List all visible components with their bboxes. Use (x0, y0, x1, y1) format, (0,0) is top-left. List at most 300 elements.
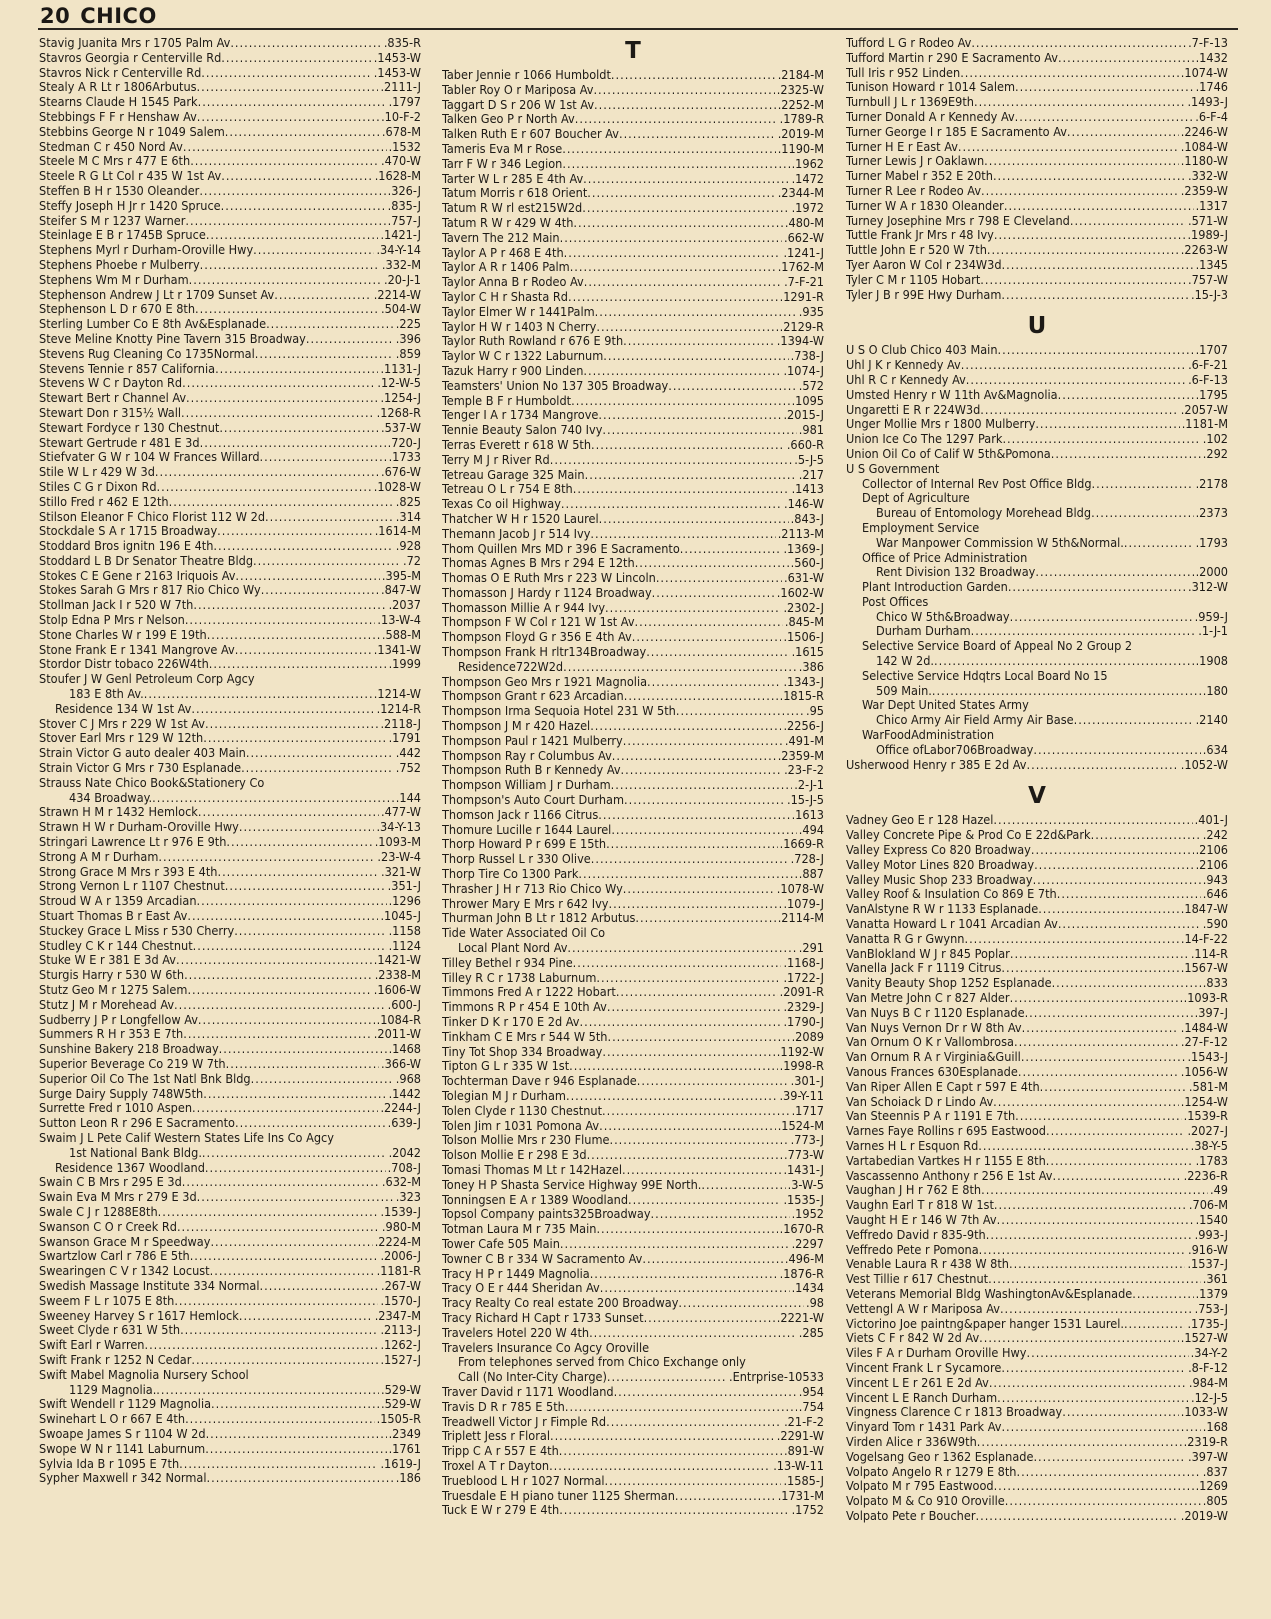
listing-entry (39, 51, 421, 66)
phone-number: .7-F-21 (784, 275, 824, 290)
phone-number: .1532 (388, 139, 421, 154)
phone-number: .2359-M (777, 748, 824, 763)
listing-entry (442, 1370, 824, 1385)
leader-dots (571, 394, 789, 409)
listing-entry (846, 902, 1228, 917)
leader-dots (185, 1412, 375, 1427)
listing-name: Tenger I A r 1734 Mangrove (442, 408, 599, 423)
phone-number: .23-W-4 (377, 849, 421, 864)
phone-number: .146-W (783, 497, 824, 512)
listing-name: Tolson Mollie Mrs r 230 Flume (442, 1133, 610, 1148)
listing-name: Umsted Henry r W 11th Av&Magnolia (846, 387, 1058, 402)
listing-entry (442, 112, 824, 127)
leader-dots (1058, 388, 1194, 403)
leader-dots (253, 243, 374, 258)
listing-entry (846, 743, 1228, 758)
listing-name: Strawn H W r Durham-Oroville Hwy (39, 820, 239, 835)
listing-entry (846, 1509, 1228, 1524)
listing-entry (39, 613, 421, 628)
phone-number: .1527-W (1180, 1331, 1228, 1346)
listing-entry (39, 1042, 421, 1057)
leader-dots (1001, 1420, 1200, 1435)
leader-dots (152, 791, 394, 806)
listing-heading: Travelers Insurance Co Agcy Oroville (442, 1340, 650, 1355)
phone-number: .5-J-5 (794, 452, 824, 467)
listing-entry (442, 1148, 824, 1163)
leader-dots (181, 406, 375, 421)
listing-name: Van Steennis P A r 1191 E 7th (846, 1109, 1016, 1124)
phone-number: .12-J-5 (1191, 1390, 1228, 1405)
phone-number: .34-Y-13 (376, 820, 421, 835)
listing-name: Thomson Jack r 1166 Citrus (442, 807, 599, 822)
listing-entry (39, 1249, 421, 1264)
listing-entry (846, 214, 1228, 229)
phone-number: .676-W (380, 465, 421, 480)
listing-entry (442, 675, 824, 690)
listing-entry (39, 1279, 421, 1294)
phone-number: .494 (798, 822, 824, 837)
listing-name: Troxel A T r Dayton (442, 1458, 550, 1473)
listing-entry (846, 565, 1228, 580)
phone-number: .12-W-5 (377, 376, 421, 391)
listing-name: Stillo Fred r 462 E 12th (39, 494, 169, 509)
listing-entry (39, 110, 421, 125)
listing-entry (442, 98, 824, 113)
phone-number: .285 (798, 1325, 824, 1340)
listing-entry (39, 1013, 421, 1028)
leader-dots (651, 1207, 790, 1222)
leader-dots (599, 1119, 776, 1134)
phone-number: .1585-J (783, 1473, 824, 1488)
leader-dots (179, 1457, 378, 1472)
listing-name: Tazuk Harry r 900 Linden (442, 363, 584, 378)
listing-name: VanBlokland W J r 845 Poplar (846, 946, 1010, 961)
listing-name: Turner Donald A r Kennedy Av (846, 109, 1015, 124)
leader-dots (1018, 1065, 1179, 1080)
listing-name: Topsol Company paints325Broadway (442, 1207, 651, 1222)
listing-name: Tatum R W r 429 W 4th (442, 215, 574, 230)
listing-name: Thompson Ruth B r Kennedy Av (442, 763, 621, 778)
listing-name: Van Metre John C r 827 Alder (846, 991, 1010, 1006)
listing-name: Stoddard Bros ignitn 196 E 4th (39, 539, 214, 554)
listing-name: Totman Laura M r 735 Main (442, 1222, 597, 1237)
phone-number: .757-J (387, 213, 421, 228)
listing-entry (846, 1272, 1228, 1287)
listing-name: Stordor Distr tobaco 226W4th (39, 657, 209, 672)
listing-name: Swain Eva M Mrs r 279 E 3d (39, 1190, 197, 1205)
phone-number: .401-J (1194, 813, 1228, 828)
phone-number: .1731-M (777, 1488, 824, 1503)
listing-entry (846, 947, 1228, 962)
listing-entry (846, 1450, 1228, 1465)
listing-name: Stollman Jack I r 520 W 7th (39, 598, 194, 613)
phone-number: .631-W (783, 571, 824, 586)
listing-entry (846, 273, 1228, 288)
phone-number: .1241-J (783, 245, 824, 260)
leader-dots (144, 687, 372, 702)
phone-number: .1790-J (783, 1015, 824, 1029)
listing-name: Strain Victor G auto dealer 403 Main (39, 746, 246, 761)
listing-name: Victorino Joe paintng&paper hanger 1531 Laurel. (846, 1316, 1124, 1331)
listing-entry (442, 1104, 824, 1119)
listing-entry (846, 184, 1228, 199)
phone-number: .1535-J (783, 1192, 824, 1207)
leader-dots (587, 1148, 782, 1163)
leader-dots (197, 80, 379, 95)
listing-name: Taber Jennie r 1066 Humboldt (442, 68, 611, 82)
phone-number: .1442 (388, 1086, 421, 1101)
phone-number: .98 (805, 1296, 824, 1311)
leader-dots (185, 214, 385, 229)
listing-entry (39, 879, 421, 894)
listing-entry (846, 1465, 1228, 1480)
leader-dots (934, 654, 1194, 669)
listing-entry (846, 1080, 1228, 1095)
listing-name: Truesdale E H piano tuner 1125 Sherman (442, 1488, 675, 1503)
phone-number: .10-F-2 (381, 109, 421, 124)
leader-dots (997, 1391, 1189, 1406)
phone-number: .1783 (1195, 1153, 1228, 1168)
phone-number: .1190-M (777, 141, 824, 156)
listing-entry (442, 1459, 824, 1474)
listing-entry (846, 417, 1228, 432)
phone-number: .600-J (387, 997, 421, 1012)
listing-name: Stutz J M r Morehead Av (39, 997, 175, 1012)
listing-entry (846, 1109, 1228, 1124)
leader-dots (591, 438, 785, 453)
listing-name: Tracy Realty Co real estate 200 Broadway (442, 1296, 679, 1311)
listing-entry (442, 379, 824, 394)
leader-dots (635, 615, 783, 630)
leader-dots (1038, 902, 1179, 917)
listing-entry (442, 408, 824, 423)
leader-dots (1091, 506, 1194, 521)
listing-name: Valley Concrete Pipe & Prod Co E 22d&Park (846, 828, 1091, 843)
phone-number: .1540 (1195, 1212, 1228, 1227)
listing-name: Turney Josephine Mrs r 798 E Cleveland (846, 213, 1070, 228)
phone-number: .2091-R (779, 985, 824, 1000)
header-rule (38, 28, 1238, 30)
phone-number: .1095 (791, 393, 824, 408)
leader-dots (1067, 125, 1179, 140)
leader-dots (977, 1435, 1182, 1450)
phone-number: .1539-J (380, 1204, 421, 1219)
listing-name: Vincent L E Ranch Durham (846, 1390, 998, 1405)
phone-number: .1045-J (380, 909, 421, 924)
listing-name: Toney H P Shasta Service Highway 99E North. (442, 1177, 702, 1192)
listing-entry (39, 1057, 421, 1072)
leader-dots (200, 258, 380, 273)
listing-name: Tufford L G r Rodeo Av (846, 36, 972, 50)
leader-dots (235, 643, 372, 658)
listing-entry (442, 482, 824, 497)
listing-entry (39, 184, 421, 199)
leader-dots (158, 850, 375, 865)
leader-dots (986, 1228, 1193, 1243)
leader-dots (1132, 1287, 1193, 1302)
listing-entry (442, 689, 824, 704)
listing-entry (442, 660, 824, 675)
phone-number: .1453-W (373, 65, 421, 80)
leader-dots (201, 66, 372, 81)
listing-name: Stephenson Andrew J Lt r 1709 Sunset Av (39, 287, 275, 302)
listing-name: Stevens Rug Cleaning Co 1735Normal (39, 346, 255, 361)
leader-dots (624, 793, 785, 808)
listing-name: Tracy Richard H Capt r 1733 Sunset (442, 1310, 644, 1325)
phone-number: .13-W-11 (773, 1458, 824, 1473)
listing-name: Steinlage E B r 1745B Spruce (39, 228, 206, 243)
listing-name: Tuttle John E r 520 W 7th (846, 243, 987, 258)
listing-name: Trueblood L H r 1027 Normal (442, 1473, 605, 1488)
phone-number: .588-M (381, 627, 421, 642)
leader-dots (1005, 1494, 1201, 1509)
listing-entry (846, 432, 1228, 447)
leader-dots (191, 702, 374, 717)
listing-entry (442, 1222, 824, 1237)
phone-number: .954 (798, 1384, 824, 1399)
leader-dots (606, 1415, 782, 1430)
listing-name: Call (No Inter-City Charge) (458, 1370, 607, 1385)
phone-number: .1746 (1195, 80, 1228, 95)
listing-name: Strawn H M r 1432 Hemlock (39, 805, 198, 820)
listing-entry (442, 897, 824, 912)
listing-name: Surge Dairy Supply 748W5th (39, 1086, 204, 1101)
listing-name: Durham Durham (876, 624, 971, 639)
phone-number: .943 (1202, 872, 1228, 887)
listing-entry (39, 1457, 421, 1472)
leader-dots (260, 450, 387, 465)
section-spacer (846, 302, 1228, 311)
leader-dots (1010, 610, 1193, 625)
phone-number: .301-J (790, 1074, 824, 1089)
listing-entry (846, 1420, 1228, 1435)
phone-number: .1192-W (776, 1044, 824, 1059)
phone-number: .1214-R (376, 701, 421, 716)
listing-entry (39, 450, 421, 465)
phone-number: .738-J (790, 349, 824, 364)
phone-number: .395-M (381, 568, 421, 583)
leader-dots (182, 376, 375, 391)
listing-name: Tunison Howard r 1014 Salem (846, 80, 1015, 95)
listing-name: Taylor W C r 1322 Laburnum (442, 349, 604, 364)
listing-entry (846, 580, 1228, 595)
phone-number: .1876-R (779, 1266, 824, 1281)
phone-number: .1628-M (374, 169, 421, 184)
leader-dots (1001, 961, 1178, 976)
listing-name: Sunshine Bakery 218 Broadway (39, 1042, 219, 1057)
leader-dots (656, 571, 782, 586)
leader-dots (635, 911, 775, 926)
leader-dots (980, 273, 1186, 288)
phone-number: .23-F-2 (784, 763, 824, 778)
listing-entry (846, 477, 1228, 492)
leader-dots (1051, 447, 1201, 462)
listing-heading: Swift Mabel Magnolia Nursery School (39, 1367, 249, 1382)
listing-name: Swanson Grace M r Speedway (39, 1234, 211, 1249)
leader-dots (213, 539, 393, 554)
listing-name: Stuke W E r 381 E 3d Av (39, 953, 176, 968)
phone-number: .397-J (1194, 1005, 1228, 1020)
leader-dots (701, 1178, 785, 1193)
listing-name: Chico Army Air Field Army Air Base (876, 713, 1074, 728)
phone-number: .1394-W (776, 334, 824, 349)
phone-number: .1296 (388, 894, 421, 909)
listing-name: Vest Tillie r 617 Chestnut (846, 1272, 989, 1287)
listing-name: Uhl R C r Kennedy Av (846, 372, 966, 387)
leader-dots (966, 373, 1186, 388)
listing-entry (846, 343, 1228, 358)
leader-dots (623, 334, 775, 349)
listing-entry (39, 376, 421, 391)
listing-name: Van Ornum R A r Virginia&Guill (846, 1050, 1021, 1065)
leader-dots (562, 157, 789, 172)
listing-name: U S O Club Chico 403 Main (846, 343, 998, 358)
listing-heading: Dept of Agriculture (862, 491, 970, 506)
listing-entry (442, 556, 824, 571)
listing-entry (442, 1030, 824, 1045)
phone-number: .1158 (388, 923, 421, 938)
listing-entry (39, 1397, 421, 1412)
phone-number: .843-J (790, 511, 824, 526)
leader-dots (239, 820, 375, 835)
listing-name: Tilley R C r 1738 Laburnum (442, 970, 597, 985)
listing-name: Usherwood Henry r 385 E 2d Av (846, 757, 1027, 772)
listing-name: Thompson Ray r Columbus Av (442, 748, 612, 763)
listing-entry (39, 1220, 421, 1235)
leader-dots (1002, 258, 1194, 273)
phone-number: .891-W (783, 1444, 824, 1459)
listing-name: Stephenson L D r 670 E 8th (39, 302, 196, 317)
phone-number: .581-M (1188, 1079, 1228, 1094)
leader-dots (606, 837, 778, 852)
listing-entry (442, 808, 824, 823)
leader-dots (158, 1205, 379, 1220)
phone-number: .38-Y-5 (1190, 1138, 1228, 1153)
listing-name: Van Nuys Vernon Dr r W 8th Av (846, 1020, 1022, 1035)
phone-number: .981 (798, 423, 824, 438)
leader-dots (221, 199, 386, 214)
listing-name: Timmons Fred A r 1222 Hobart (442, 985, 616, 1000)
leader-dots (593, 83, 774, 98)
leader-dots (1035, 417, 1179, 432)
phone-number: .332-W (1187, 169, 1228, 184)
listing-entry (846, 917, 1228, 932)
listing-entry (442, 1400, 824, 1415)
listing-name: Tiny Tot Shop 334 Broadway (442, 1044, 603, 1059)
listing-name: Tarr F W r 346 Legion (442, 156, 563, 171)
leader-dots (1000, 1302, 1193, 1317)
phone-number: .678-M (381, 124, 421, 139)
phone-number: .386 (798, 659, 824, 674)
phone-number: .1484-W (1180, 1020, 1228, 1035)
phone-number: .2246-W (1180, 124, 1228, 139)
leader-dots (203, 731, 386, 746)
listing-entry (39, 687, 421, 702)
listing-name: Thomas Agnes B Mrs r 294 E 12th (442, 556, 635, 571)
listing-name: Terry M J r River Rd (442, 452, 550, 467)
listing-name: Swift Wendell r 1129 Magnolia (39, 1397, 212, 1412)
phone-number: .1989-J (1187, 228, 1228, 243)
listing-name: Varnes H L r Esquon Rd (846, 1138, 979, 1153)
leader-dots (565, 1400, 797, 1415)
listing-name: Strong A M r Durham (39, 849, 159, 864)
leader-dots (176, 953, 372, 968)
listing-entry (846, 125, 1228, 140)
listing-entry (442, 364, 824, 379)
listing-name: Stuart Thomas B r East Av (39, 909, 188, 924)
listing-entry (39, 1027, 421, 1042)
phone-number: .1079-J (783, 896, 824, 911)
listing-name: Summers R H r 353 E 7th (39, 1027, 184, 1042)
listing-name: Thompson Paul r 1421 Mulberry (442, 733, 623, 748)
listing-entry (39, 1087, 421, 1102)
listing-entry (846, 95, 1228, 110)
phone-number: .1789-R (779, 112, 824, 127)
listing-name: Thorp Howard P r 699 E 15th (442, 837, 607, 852)
listing-name: Thompson Floyd G r 356 E 4th Av (442, 630, 632, 645)
leader-dots (198, 805, 379, 820)
listing-entry (39, 495, 421, 510)
leader-dots (177, 1220, 380, 1235)
phone-number: .639-J (387, 1116, 421, 1131)
leader-dots (1035, 565, 1193, 580)
phone-number: .1670-R (779, 1222, 824, 1237)
leader-dots (197, 894, 387, 909)
leader-dots (185, 613, 376, 628)
phone-number: .847-W (380, 583, 421, 598)
leader-dots (562, 142, 775, 157)
listing-name: Swope W N r 1141 Laburnum (39, 1441, 206, 1456)
listing-entry (39, 317, 421, 332)
leader-dots (1031, 843, 1194, 858)
listing-name: Steele R G Lt Col r 435 W 1st Av (39, 169, 222, 184)
listing-entry (442, 453, 824, 468)
listing-entry (39, 554, 421, 569)
page-header (40, 4, 157, 28)
phone-number: .2114-M (777, 911, 824, 926)
listing-name: Tufford Martin r 290 E Sacramento Av (846, 50, 1058, 65)
leader-dots (210, 1264, 375, 1279)
listing-entry (442, 911, 824, 926)
leader-dots (608, 897, 781, 912)
listing-entry (39, 258, 421, 273)
listing-name: Taylor A R r 1406 Palm (442, 260, 570, 275)
listing-entry (39, 598, 421, 613)
listing-entry (442, 749, 824, 764)
listing-entry (39, 953, 421, 968)
listing-name: Volpato M r 795 Eastwood (846, 1479, 994, 1494)
phone-number: .312-W (1187, 580, 1228, 595)
leader-dots (193, 939, 387, 954)
listing-entry (846, 1124, 1228, 1139)
leader-dots (994, 1479, 1194, 1494)
listing-name: Talken Ruth E r 607 Boucher Av (442, 127, 619, 142)
leader-dots (595, 305, 797, 320)
listing-entry (846, 1035, 1228, 1050)
listing-name: Taylor A P r 468 E 4th (442, 245, 564, 260)
listing-name: Tolegian M J r Durham (442, 1088, 566, 1103)
listing-name: Tomasi Thomas M Lt r 142Hazel (442, 1162, 622, 1177)
listing-name: Thompson William J r Durham (442, 778, 611, 793)
leader-dots (675, 1489, 776, 1504)
listing-entry (442, 231, 824, 246)
leader-dots (1021, 1050, 1186, 1065)
phone-number: .180 (1202, 683, 1228, 698)
listing-name: Vingness Clarence C r 1813 Broadway (846, 1405, 1063, 1420)
phone-number: .984-M (1188, 1375, 1228, 1390)
leader-dots (578, 867, 796, 882)
listing-entry (846, 1346, 1228, 1361)
